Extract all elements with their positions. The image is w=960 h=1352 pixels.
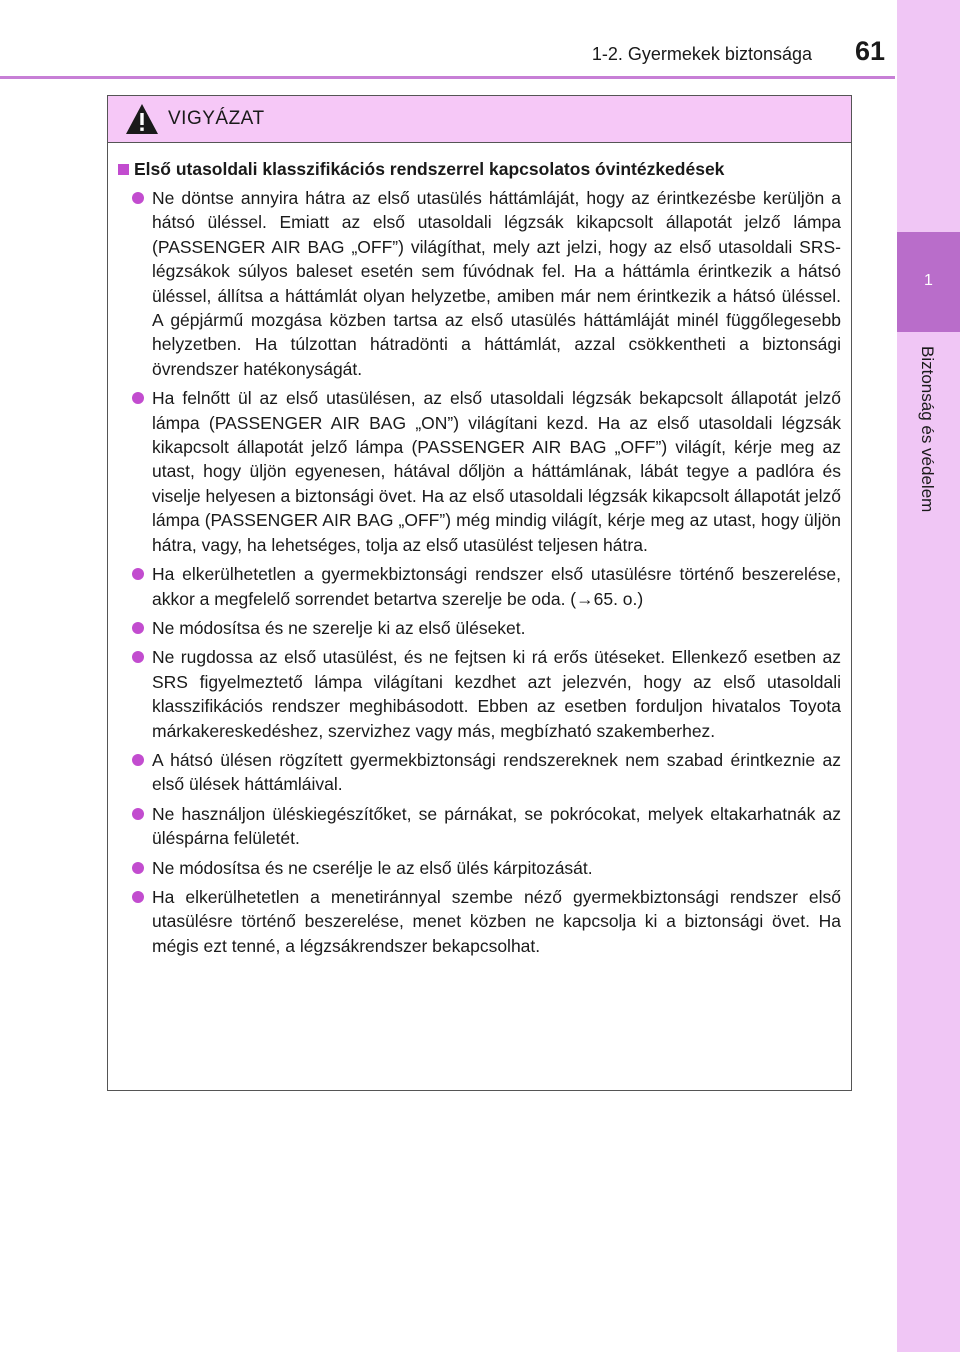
list-item (118, 616, 841, 640)
bullet-icon (132, 568, 144, 580)
section-title: 1-2. Gyermekek biztonsága (591, 44, 812, 64)
bullet-icon (132, 622, 144, 634)
bullet-icon (132, 754, 144, 766)
list-item (118, 562, 841, 611)
list-item (118, 856, 841, 880)
subheading (118, 157, 841, 181)
list-item-text: Ne módosítsa és ne cserélje le az első ülés kárpitozását. (152, 857, 593, 878)
chapter-number: 1 (924, 272, 933, 289)
list-item (118, 386, 841, 557)
header-rule (0, 76, 895, 79)
bullet-icon (132, 862, 144, 874)
list-item-text: Ne döntse annyira hátra az első utasülés háttámláját, hogy az érintkezésbe kerüljön a hátsó üléssel. Emiatt az első utasoldali légzsák kikapcsolt állapotát jelző lámpa (PASSENGER AIR BAG „OFF”) világíthat, mely azt jelzi, hogy az első utasoldali SRS-légzsákok súlyos baleset esetén sem fúvódnak fel. Ha a háttámla érintkezik a hátsó üléssel, állítsa a háttámlát olyan helyzetbe, amiben már nem érintkezik a hátsó üléssel. A gépjármű mozgása közben tartsa az első utasülés háttámláját minél függőlegesebb helyzetben. Ha túlzottan hátradönti a háttámlát, azzal csökkentheti a biztonsági övrendszer hatékonyságát. (152, 188, 841, 379)
list-item (118, 748, 841, 797)
bullet-icon (132, 808, 144, 820)
bullet-icon (132, 392, 144, 404)
caution-label: VIGYÁZAT (168, 108, 265, 129)
chapter-title: Biztonság és védelem (918, 346, 937, 513)
list-item-text: Ha elkerülhetetlen a menetiránnyal szembe néző gyermekbiztonsági rendszer első utasülésre történő beszerelése, menet közben ne kapcsolja ki a biztonsági övet. Ha mégis ezt tenné, a légzsákrendszer bekapcsolhat. (152, 886, 841, 956)
list-item-text: Ha felnőtt ül az első utasülésen, az első utasoldali légzsák bekapcsolt állapotát jelző lámpa (PASSENGER AIR BAG „ON”) világítani kezd. Ha az első utasoldali légzsák kikapcsolt állapotát jelző lámpa (PASSENGER AIR BAG „OFF”) világít, kérje meg az utast, hogy üljön egyenesen, hátával dőljön a háttámlának, lábát tegye a padlóra és viselje helyesen a biztonsági övet. Ha az első utasoldali légzsák kikapcsolt állapotát jelző lámpa (PASSENGER AIR BAG „OFF”) még mindig világít, kérje meg az utast, hogy üljön hátra, vagy, ha lehetséges, tolja az első utasülést teljesen hátra. (152, 388, 841, 555)
list-item-text: A hátsó ülésen rögzített gyermekbiztonsági rendszereknek nem szabad érintkeznie az első ülések háttámláival. (152, 749, 841, 795)
list-item (118, 186, 841, 381)
list-item-text: Ne módosítsa és ne szerelje ki az első üléseket. (152, 617, 526, 638)
side-tab (897, 0, 960, 1352)
square-bullet-icon (118, 164, 129, 175)
subheading-text: Első utasoldali klasszifikációs rendszerrel kapcsolatos óvintézkedések (134, 159, 725, 179)
list-item-text: Ne rugdossa az első utasülést, és ne fejtsen ki rá erős ütéseket. Ellenkező esetben az SRS figyelmeztető lámpa világítani kezdhet azt jelezvén, hogy az első utasoldali klasszifikációs rendszer meghibásodott. Ebben az esetben forduljon hivatalos Toyota márkakereskedéshez, szervizhez vagy más, megbízható szakemberhez. (152, 647, 841, 741)
list-item-text: Ne használjon üléskiegészítőket, se párnákat, se pokrócokat, melyek eltakarhatnák az üléspárna felületét. (152, 803, 841, 849)
caution-header (108, 96, 851, 143)
bullet-icon (132, 651, 144, 663)
warning-triangle-icon (124, 102, 160, 136)
list-item (118, 802, 841, 851)
list-item (118, 885, 841, 958)
caution-box (107, 95, 852, 1091)
bullet-icon (132, 192, 144, 204)
list-item-text: Ha elkerülhetetlen a gyermekbiztonsági rendszer első utasülésre történő beszerelése, akkor a megfelelő sorrendet betartva szerelje be oda. (→65. o.) (152, 564, 841, 609)
bullet-icon (132, 891, 144, 903)
caution-content (108, 143, 851, 958)
list-item (118, 645, 841, 743)
page-number: 61 (854, 36, 885, 66)
